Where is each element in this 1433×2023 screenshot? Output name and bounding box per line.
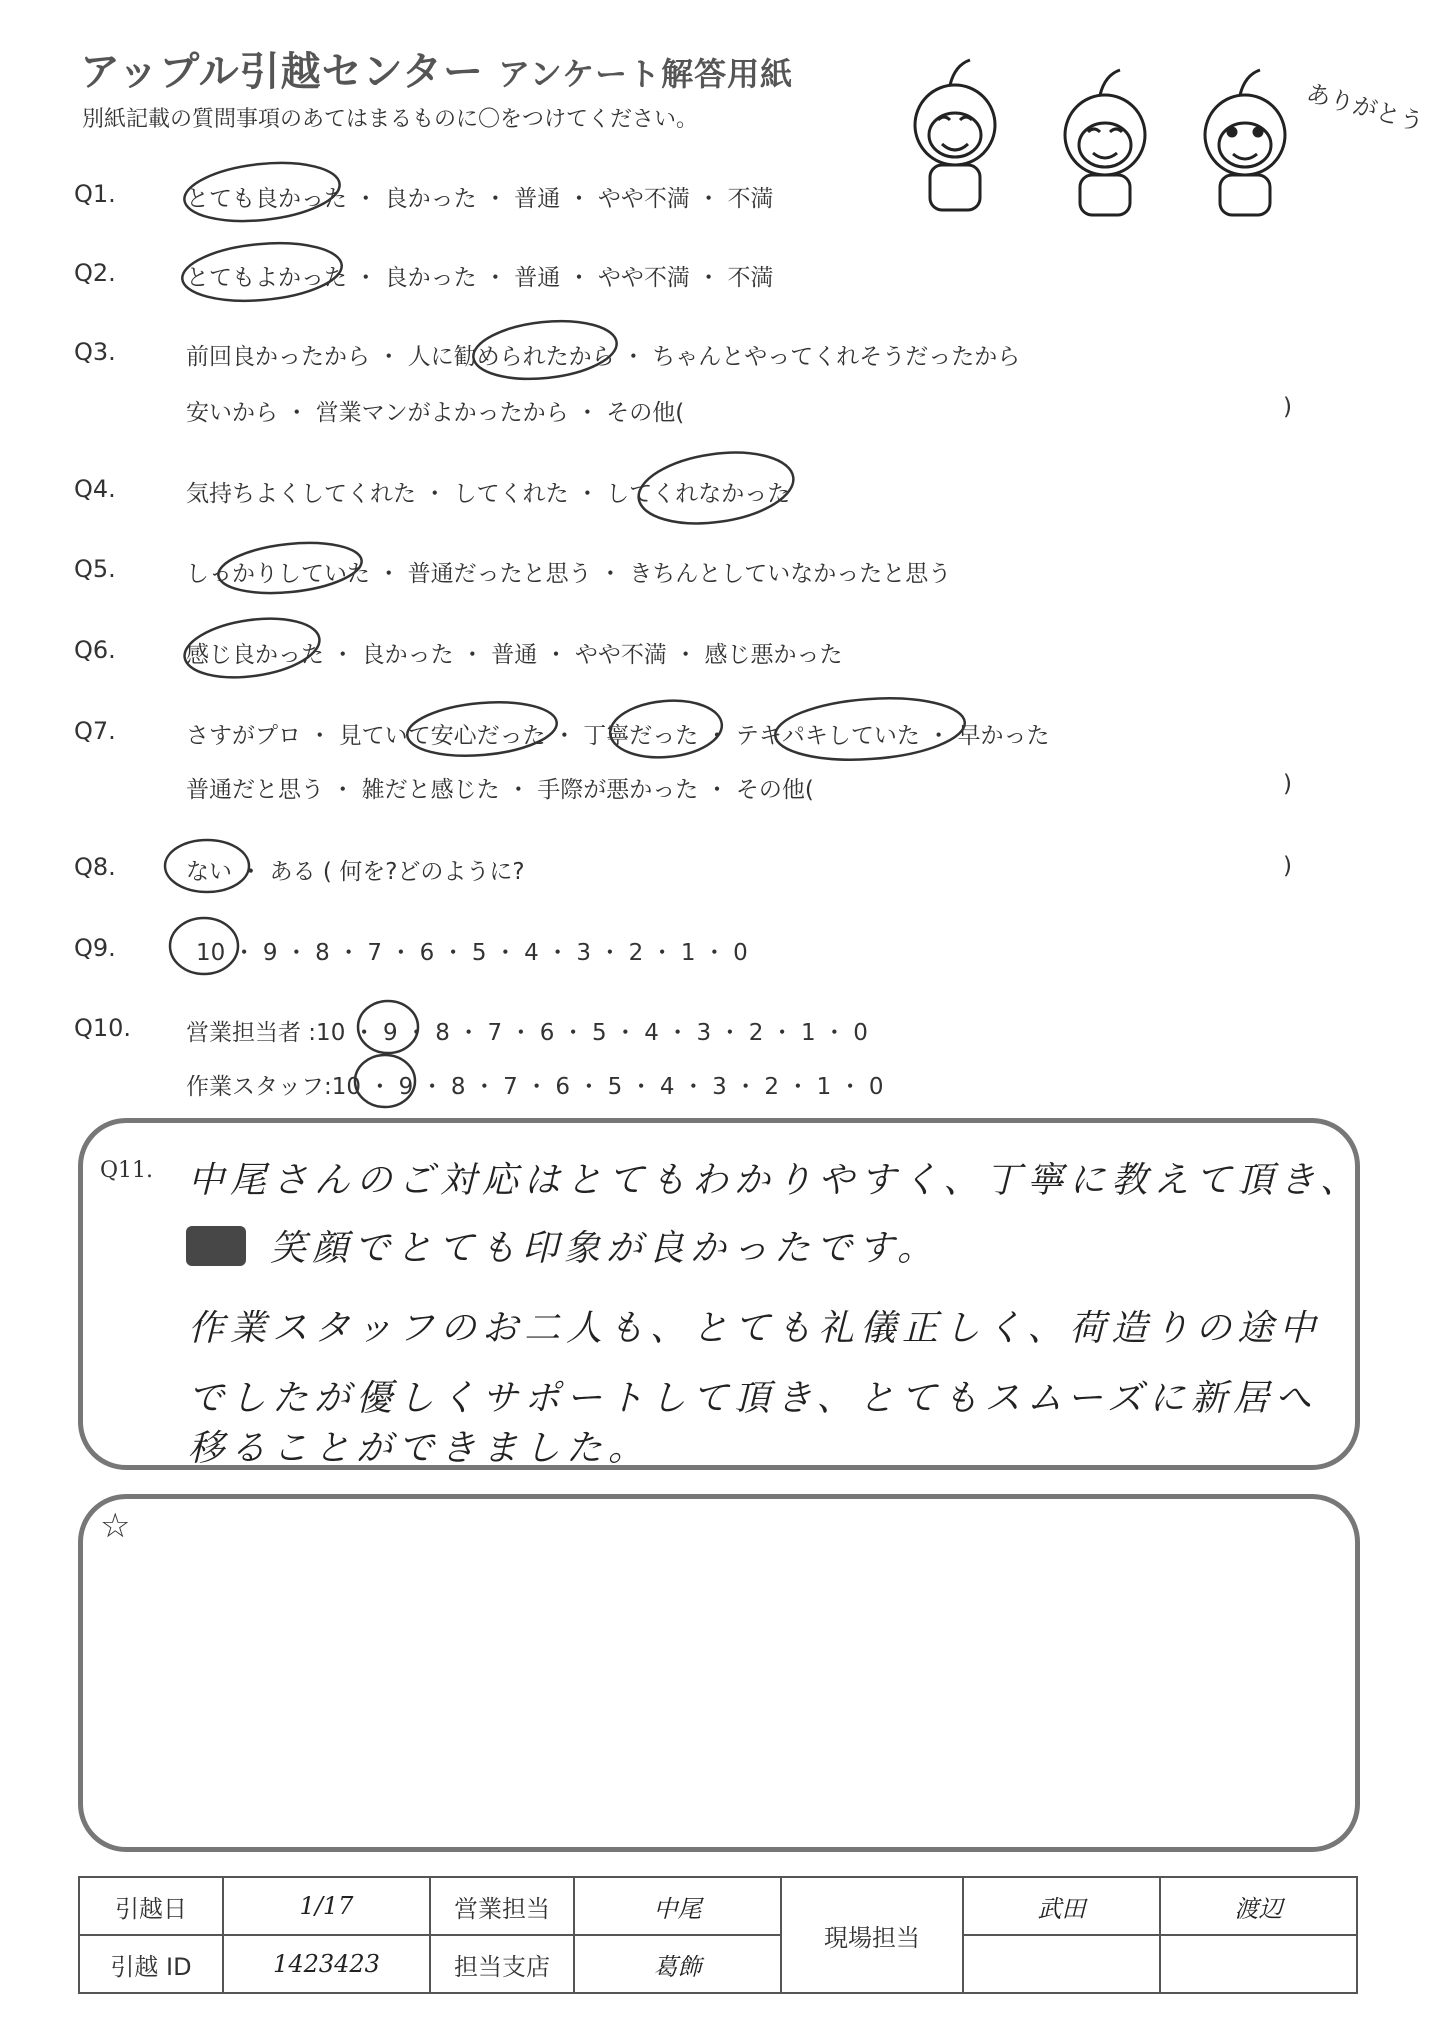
q8-label: Q8. — [74, 853, 116, 881]
q7-circle-teinei — [608, 696, 724, 762]
q9-options: 10 ・ 9 ・ 8 ・ 7 ・ 6 ・ 5 ・ 4 ・ 3 ・ 2 ・ 1 ・ 0 — [196, 940, 748, 966]
branch-label: 担当支店 — [430, 1935, 574, 1993]
q11-comment-line-4: でしたが優しくサポートして頂き、とてもスムーズに新居へ — [188, 1378, 1317, 1419]
mascot-text: ありがとう — [1303, 78, 1427, 137]
moving-id-label: 引越 ID — [79, 1935, 223, 1993]
sales-rep-value: 中尾 — [574, 1877, 781, 1935]
site-staff-1-value: 武田 — [963, 1877, 1160, 1935]
q11-label: Q11. — [100, 1158, 154, 1183]
q11-comment-line-2: 笑顔でとても印象が良かったです。 — [270, 1228, 940, 1269]
q8-close-paren: ) — [1283, 853, 1292, 879]
q10-staff-options: 作業スタッフ:10 ・ 9 ・ 8 ・ 7 ・ 6 ・ 5 ・ 4 ・ 3 ・ 2 ・ 1 ・ 0 — [186, 1074, 884, 1100]
q6-circle — [181, 611, 323, 685]
instruction-text: 別紙記載の質問事項のあてはまるものに〇をつけてください。 — [82, 107, 699, 132]
q3-close-paren: ) — [1283, 394, 1292, 420]
q11-comment-line-5: 移ることができました。 — [188, 1428, 651, 1469]
q7-close-paren: ) — [1283, 771, 1292, 797]
q2-label: Q2. — [74, 259, 116, 287]
q6-options: 感じ良かった ・ 良かった ・ 普通 ・ やや不満 ・ 感じ悪かった — [186, 642, 843, 668]
q5-options: しっかりしていた ・ 普通だったと思う ・ きちんとしていなかったと思う — [186, 561, 952, 587]
scribbled-out-word — [186, 1226, 246, 1266]
site-staff-2-value: 渡辺 — [1160, 1877, 1357, 1935]
q3-options-line1: 前回良かったから ・ 人に勧められたから ・ ちゃんとやってくれそうだったから — [186, 344, 1021, 370]
q9-circle — [170, 918, 238, 974]
q11-comment-line-1: 中尾さんのご対応はとてもわかりやすく、丁寧に教えて頂き、 — [188, 1160, 1362, 1201]
site-staff-label: 現場担当 — [781, 1877, 963, 1993]
q4-label: Q4. — [74, 475, 116, 503]
moving-date-label: 引越日 — [79, 1877, 223, 1935]
free-comment-box — [78, 1494, 1360, 1852]
q7-circle-anshin — [405, 697, 559, 762]
q3-options-line2: 安いから ・ 営業マンがよかったから ・ その他( — [186, 400, 685, 426]
q4-options: 気持ちよくしてくれた ・ してくれた ・ してくれなかった — [186, 481, 791, 507]
q7-circle-tekipaki — [773, 692, 967, 765]
moving-id-value: 1423423 — [223, 1935, 430, 1993]
branch-value: 葛飾 — [574, 1935, 781, 1993]
q4-circle — [634, 443, 798, 532]
q10-label: Q10. — [74, 1014, 132, 1042]
moving-info-table — [78, 1876, 1358, 1994]
q3-circle — [470, 315, 619, 386]
site-staff-4-empty — [1160, 1935, 1357, 1993]
form-title: アンケート解答用紙 — [498, 55, 794, 93]
star-icon: ☆ — [100, 1506, 131, 1546]
q9-label: Q9. — [74, 934, 116, 962]
company-name: アップル引越センター — [80, 49, 484, 95]
q10-staff-circle — [355, 1055, 415, 1107]
q2-options: とてもよかった ・ 良かった ・ 普通 ・ やや不満 ・ 不満 — [186, 265, 774, 291]
q10-sales-circle — [358, 1001, 418, 1053]
q1-options: とても良かった ・ 良かった ・ 普通 ・ やや不満 ・ 不満 — [186, 186, 774, 212]
q5-label: Q5. — [74, 555, 116, 583]
q10-sales-options: 営業担当者 :10 ・ 9 ・ 8 ・ 7 ・ 6 ・ 5 ・ 4 ・ 3 ・ 2 ・ 1 ・ 0 — [186, 1020, 868, 1046]
q3-label: Q3. — [74, 338, 116, 366]
q8-circle — [165, 840, 249, 892]
q7-options-line1: さすがプロ ・ 見ていて安心だった ・ 丁寧だった ・ テキパキしていた ・ 早かった — [186, 723, 1050, 749]
q2-circle — [180, 237, 344, 307]
q11-comment-line-3: 作業スタッフのお二人も、とても礼儀正しく、荷造りの途中 — [188, 1308, 1322, 1349]
q8-options: ない ・ ある ( 何を?どのように? — [186, 859, 525, 885]
q6-label: Q6. — [74, 636, 116, 664]
moving-date-value: 1/17 — [223, 1877, 430, 1935]
q5-circle — [216, 537, 364, 600]
q1-circle — [182, 156, 343, 228]
q1-label: Q1. — [74, 180, 116, 208]
site-staff-3-empty — [963, 1935, 1160, 1993]
sales-rep-label: 営業担当 — [430, 1877, 574, 1935]
q7-label: Q7. — [74, 717, 116, 745]
q7-options-line2: 普通だと思う ・ 雑だと感じた ・ 手際が悪かった ・ その他( — [186, 777, 814, 803]
